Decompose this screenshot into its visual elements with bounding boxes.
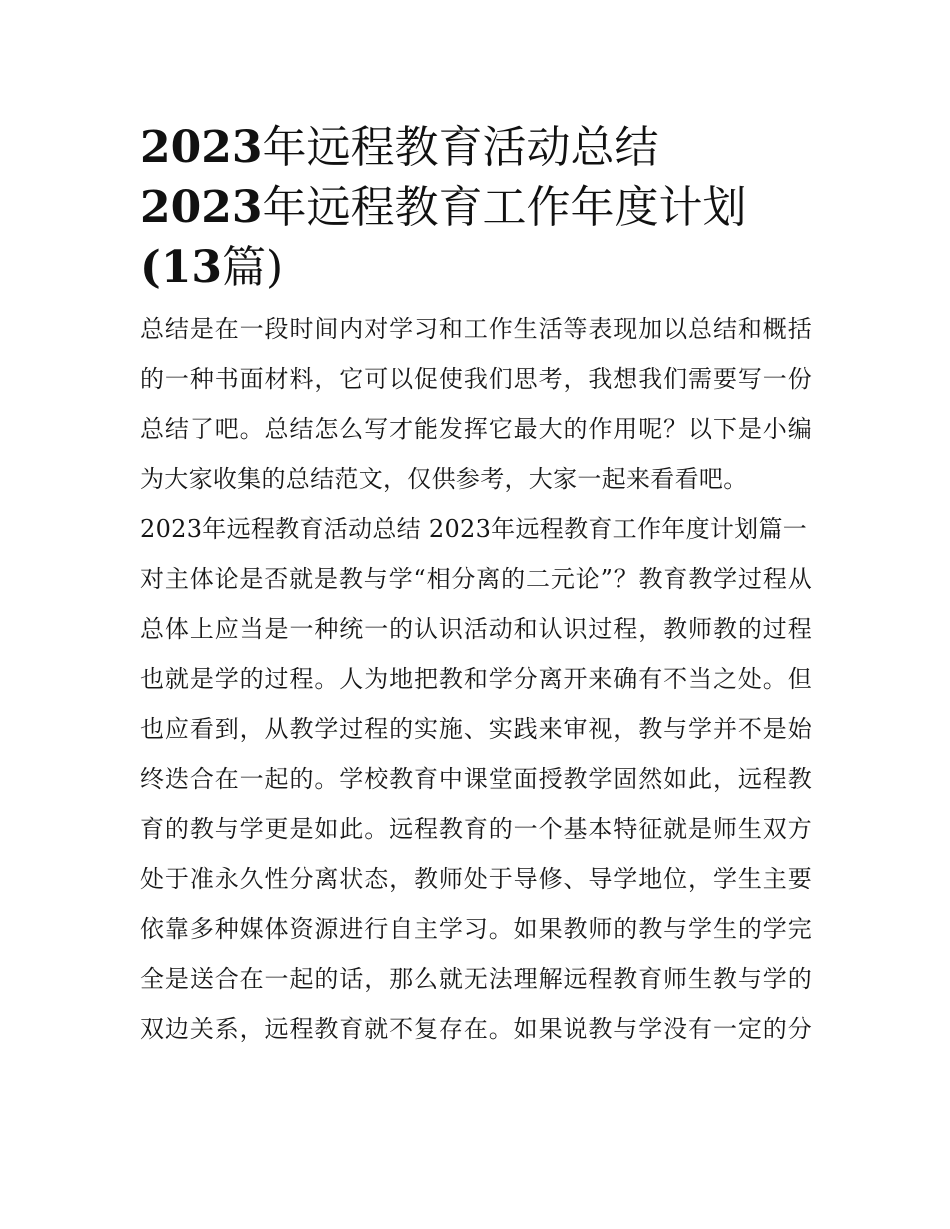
title-text: 年远程教育活动总结	[262, 122, 659, 173]
title-year: 2023	[140, 182, 263, 233]
title-year: 2023	[140, 122, 263, 173]
title-text: 篇)	[222, 242, 284, 293]
body-line: 也应看到，从教学过程的实施、实践来审视，教与学并不是始	[140, 715, 812, 743]
body-line: 处于准永久性分离状态，教师处于导修、导学地位，学生主要	[140, 865, 812, 893]
body-line: 终迭合在一起的。学校教育中课堂面授教学固然如此，远程教	[140, 765, 812, 793]
body-paragraph	[140, 504, 812, 1054]
section-heading-line: 2023年远程教育活动总结 2023年远程教育工作年度计划篇一	[140, 515, 808, 543]
intro-line: 为大家收集的总结范文，仅供参考，大家一起来看看吧。	[140, 465, 748, 493]
body-line: 双边关系，远程教育就不复存在。如果说教与学没有一定的分	[140, 1015, 812, 1043]
title-line-3	[140, 238, 812, 298]
title-text: 年远程教育工作年度计划	[262, 182, 747, 233]
document-page	[140, 118, 812, 1054]
body-line: 也就是学的过程。人为地把教和学分离开来确有不当之处。但	[140, 665, 812, 693]
body-line: 对主体论是否就是教与学“相分离的二元论”？教育教学过程从	[140, 565, 812, 593]
intro-line: 总结是在一段时间内对学习和工作生活等表现加以总结和概括	[140, 315, 812, 343]
body-line: 总体上应当是一种统一的认识活动和认识过程，教师教的过程	[140, 615, 812, 643]
intro-paragraph	[140, 304, 812, 504]
body-line: 全是送合在一起的话，那么就无法理解远程教育师生教与学的	[140, 965, 812, 993]
body-line: 育的教与学更是如此。远程教育的一个基本特征就是师生双方	[140, 815, 812, 843]
title-count: (13	[140, 242, 223, 293]
title-line-1	[140, 118, 812, 178]
title-line-2	[140, 178, 812, 238]
intro-line: 总结了吧。总结怎么写才能发挥它最大的作用呢？以下是小编	[140, 415, 812, 443]
intro-line: 的一种书面材料，它可以促使我们思考，我想我们需要写一份	[140, 365, 812, 393]
body-line: 依靠多种媒体资源进行自主学习。如果教师的教与学生的学完	[140, 915, 812, 943]
